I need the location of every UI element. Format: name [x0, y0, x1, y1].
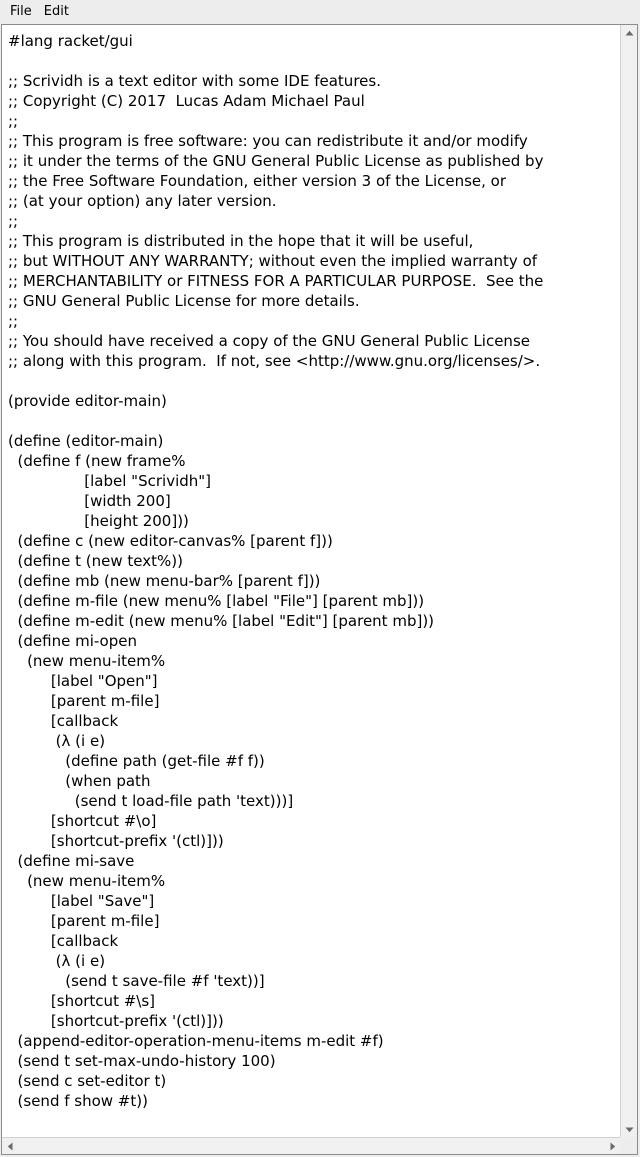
menu-edit[interactable]: Edit [43, 4, 69, 19]
code-line[interactable]: ;; GNU General Public License for more details. [8, 292, 360, 310]
menu-file[interactable]: File [10, 4, 32, 19]
code-line[interactable]: (λ (i e) [8, 732, 106, 750]
code-line[interactable] [8, 411, 621, 431]
code-line[interactable]: [label "Open"] [8, 672, 158, 690]
code-line[interactable]: [shortcut #\o] [8, 812, 157, 830]
code-line[interactable]: (define mi-open [8, 632, 137, 650]
code-line[interactable]: ;; [8, 112, 19, 130]
code-line[interactable] [8, 51, 621, 71]
code-line[interactable]: ;; the Free Software Foundation, either version 3 of the License, or [8, 172, 507, 190]
code-line[interactable]: (new menu-item% [8, 652, 166, 670]
code-line[interactable]: ;; but WITHOUT ANY WARRANTY; without even the implied warranty of [8, 252, 538, 270]
code-line[interactable]: (send t save-file #f 'text))] [8, 972, 265, 990]
code-line[interactable]: ;; Copyright (C) 2017 Lucas Adam Michael Paul [8, 92, 365, 110]
code-line[interactable]: ;; it under the terms of the GNU General Public License as published by [8, 152, 544, 170]
code-line[interactable]: (define mi-save [8, 852, 135, 870]
text-area[interactable] [2, 25, 621, 1138]
vertical-scrollbar[interactable] [620, 25, 637, 1138]
code-line[interactable]: ;; along with this program. If not, see <http://www.gnu.org/licenses/>. [8, 352, 541, 370]
code-line[interactable]: ;; You should have received a copy of the GNU General Public License [8, 332, 530, 350]
code-line[interactable]: ;; Scrividh is a text editor with some IDE features. [8, 72, 381, 90]
code-line[interactable]: ;; This program is distributed in the hope that it will be useful, [8, 232, 474, 250]
scrollbar-corner [620, 1137, 637, 1154]
horizontal-scrollbar[interactable] [2, 1137, 621, 1154]
code-line[interactable]: (define f (new frame% [8, 452, 186, 470]
code-line[interactable]: (new menu-item% [8, 872, 166, 890]
arrow-right-icon[interactable] [605, 1138, 621, 1154]
arrow-left-icon[interactable] [2, 1138, 18, 1154]
code-line[interactable]: (provide editor-main) [8, 392, 167, 410]
arrow-up-icon[interactable] [621, 25, 637, 41]
code-content[interactable] [2, 25, 621, 1111]
menu-bar [0, 0, 640, 24]
code-line[interactable]: [shortcut #\s] [8, 992, 156, 1010]
code-line[interactable]: [callback [8, 932, 119, 950]
code-line[interactable]: [parent m-file] [8, 692, 160, 710]
code-line[interactable]: #lang racket/gui [8, 32, 133, 50]
code-line[interactable]: ;; This program is free software: you can redistribute it and/or modify [8, 132, 528, 150]
code-line[interactable]: ;; [8, 212, 19, 230]
code-line[interactable]: ;; MERCHANTABILITY or FITNESS FOR A PARTICULAR PURPOSE. See the [8, 272, 544, 290]
arrow-down-icon[interactable] [621, 1122, 637, 1138]
code-line[interactable]: (define m-file (new menu% [label "File"] [parent mb])) [8, 592, 425, 610]
code-line[interactable]: (send c set-editor t) [8, 1072, 167, 1090]
code-line[interactable]: [callback [8, 712, 119, 730]
code-line[interactable]: (define (editor-main) [8, 432, 164, 450]
code-line[interactable]: [width 200] [8, 492, 171, 510]
code-line[interactable]: (send f show #t)) [8, 1092, 148, 1110]
code-line[interactable]: (append-editor-operation-menu-items m-edit #f) [8, 1032, 384, 1050]
code-line[interactable]: (λ (i e) [8, 952, 106, 970]
code-line[interactable]: (define t (new text%)) [8, 552, 183, 570]
code-line[interactable]: [shortcut-prefix '(ctl)])) [8, 1012, 224, 1030]
code-line[interactable]: (define path (get-file #f f)) [8, 752, 265, 770]
code-line[interactable]: [height 200])) [8, 512, 189, 530]
code-line[interactable]: [parent m-file] [8, 912, 160, 930]
code-line[interactable] [8, 371, 621, 391]
code-line[interactable]: (define mb (new menu-bar% [parent f])) [8, 572, 321, 590]
code-line[interactable]: ;; [8, 312, 19, 330]
editor-canvas[interactable] [1, 24, 638, 1155]
code-line[interactable]: (define c (new editor-canvas% [parent f])) [8, 532, 333, 550]
code-line[interactable]: (send t set-max-undo-history 100) [8, 1052, 276, 1070]
code-line[interactable]: (define m-edit (new menu% [label "Edit"] [parent mb])) [8, 612, 435, 630]
code-line[interactable]: [label "Save"] [8, 892, 155, 910]
code-line[interactable]: (when path [8, 772, 151, 790]
code-line[interactable]: ;; (at your option) any later version. [8, 192, 277, 210]
code-line[interactable]: [shortcut-prefix '(ctl)])) [8, 832, 224, 850]
code-line[interactable]: (send t load-file path 'text)))] [8, 792, 294, 810]
code-line[interactable]: [label "Scrividh"] [8, 472, 212, 490]
